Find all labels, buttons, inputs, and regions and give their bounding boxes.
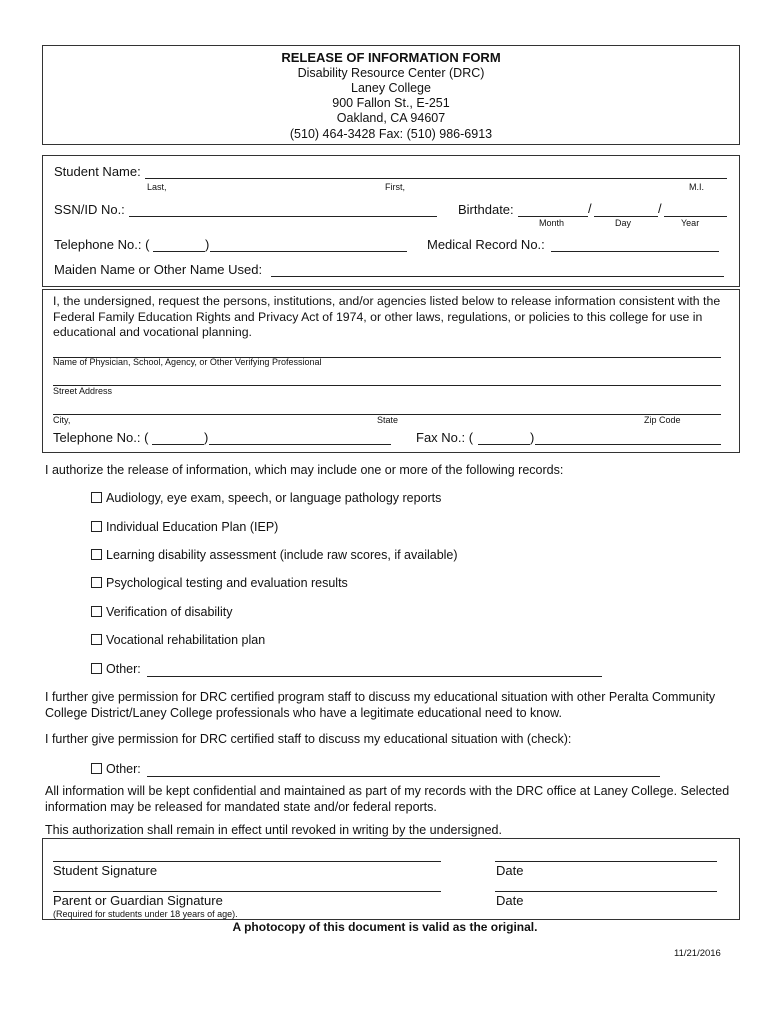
record-other-field[interactable] [147,676,602,677]
header-box [42,45,740,145]
checkbox[interactable] [91,663,102,674]
checkbox[interactable] [91,577,102,588]
record-item-label: Audiology, eye exam, speech, or language pathology reports [106,491,442,505]
agency-telephone-label: Telephone No.: ( [53,430,149,445]
permission-other-label: Other: [106,762,141,776]
birth-year-field[interactable] [664,216,727,217]
agency-fax-field[interactable] [535,444,721,445]
birth-slash-2: / [658,201,662,216]
agency-telephone-area-field[interactable] [152,444,204,445]
parent-date-label: Date [496,893,524,908]
year-caption: Year [681,218,700,228]
header-line-5: (510) 464-3428 Fax: (510) 986-6913 [289,127,493,141]
birthdate-label: Birthdate: [458,202,514,217]
record-item-learning-disability[interactable] [91,548,458,562]
agency-fax-label: Fax No.: ( [416,430,474,445]
permission-other-field[interactable] [147,776,660,777]
student-date-field[interactable] [495,861,717,862]
header-line-1: Disability Resource Center (DRC) [297,66,485,80]
professional-name-caption: Name of Physician, School, Agency, or Other Verifying Professional [53,357,322,367]
city-caption: City, [53,415,71,425]
agency-telephone-field[interactable] [209,444,391,445]
medical-record-label: Medical Record No.: [427,237,545,252]
checkbox[interactable] [91,521,102,532]
consent-paragraph: I, the undersigned, request the persons, institutions, and/or agencies listed below to release information consistent with the Federal Family Education Rights and Privacy Act of 1974, or other laws, regulations, or policies to this college for use in educational and vocational planning. [53,294,721,339]
checkbox[interactable] [91,763,102,774]
student-name-label: Student Name: [54,164,141,179]
street-address-field[interactable] [53,385,721,386]
maiden-name-label: Maiden Name or Other Name Used: [54,262,263,277]
birth-day-field[interactable] [594,216,658,217]
telephone-field[interactable] [210,251,407,252]
mi-caption: M.I. [689,182,704,192]
permission-paragraph-1: I further give permission for DRC certified program staff to discuss my educational situation with other Peralta Community College District/Laney College professionals who have a legitimate educational need to know. [45,690,716,720]
photocopy-notice: A photocopy of this document is valid as the original. [232,920,538,934]
month-caption: Month [539,218,565,228]
ssn-field[interactable] [129,216,437,217]
header-line-4: Oakland, CA 94607 [336,111,446,125]
record-item-label: Learning disability assessment (include raw scores, if available) [106,548,458,562]
parent-signature-field[interactable] [53,891,441,892]
record-item-label: Individual Education Plan (IEP) [106,520,279,534]
student-info-box [42,155,740,287]
record-item-other[interactable] [91,662,141,676]
record-item-label: Vocational rehabilitation plan [106,633,266,647]
zip-caption: Zip Code [644,415,681,425]
first-caption: First, [385,182,405,192]
authorize-intro: I authorize the release of information, which may include one or more of the following records: [45,463,564,477]
record-item-label: Other: [106,662,141,676]
maiden-name-field[interactable] [271,276,724,277]
street-address-caption: Street Address [53,386,113,396]
consent-box [42,289,740,453]
form-title: RELEASE OF INFORMATION FORM [281,50,501,65]
telephone-area-field[interactable] [153,251,205,252]
state-caption: State [377,415,399,425]
agency-telephone-paren-close: ) [204,430,209,445]
medical-record-field[interactable] [551,251,719,252]
header-line-3: 900 Fallon St., E-251 [332,96,450,110]
checkbox[interactable] [91,549,102,560]
student-date-label: Date [496,863,524,878]
revision-date: 11/21/2016 [674,948,721,959]
record-item-label: Verification of disability [106,605,233,619]
record-item-iep[interactable] [91,520,278,534]
birth-month-field[interactable] [518,216,588,217]
agency-fax-paren-close: ) [530,430,535,445]
telephone-paren-close: ) [205,237,210,252]
record-item-psychological[interactable] [91,576,348,590]
record-item-audiology[interactable] [91,491,441,505]
student-signature-label: Student Signature [53,863,158,878]
permission-other-item[interactable] [91,762,141,776]
student-name-field[interactable] [145,178,727,179]
checkbox[interactable] [91,634,102,645]
telephone-label: Telephone No.: ( [54,237,150,252]
parent-date-field[interactable] [495,891,717,892]
record-item-vocational[interactable] [91,633,265,647]
checkbox[interactable] [91,492,102,503]
signature-box [42,838,740,920]
birth-slash-1: / [588,201,592,216]
authorization-duration: This authorization shall remain in effect until revoked in writing by the undersigned. [45,823,502,837]
permission-paragraph-2: I further give permission for DRC certified staff to discuss my educational situation with (check): [45,732,572,746]
day-caption: Day [615,218,632,228]
record-item-label: Psychological testing and evaluation results [106,576,348,590]
header-line-2: Laney College [351,81,431,95]
confidentiality-paragraph: All information will be kept confidential and maintained as part of my records with the DRC office at Laney College. Selected information may be released for mandated state and/or federal reports. [45,784,730,814]
checkbox[interactable] [91,606,102,617]
record-item-verification[interactable] [91,605,232,619]
student-signature-field[interactable] [53,861,441,862]
parent-signature-label: Parent or Guardian Signature [53,893,223,908]
guardian-note: (Required for students under 18 years of age). [53,909,238,919]
ssn-label: SSN/ID No.: [54,202,125,217]
last-caption: Last, [147,182,167,192]
agency-fax-area-field[interactable] [478,444,530,445]
